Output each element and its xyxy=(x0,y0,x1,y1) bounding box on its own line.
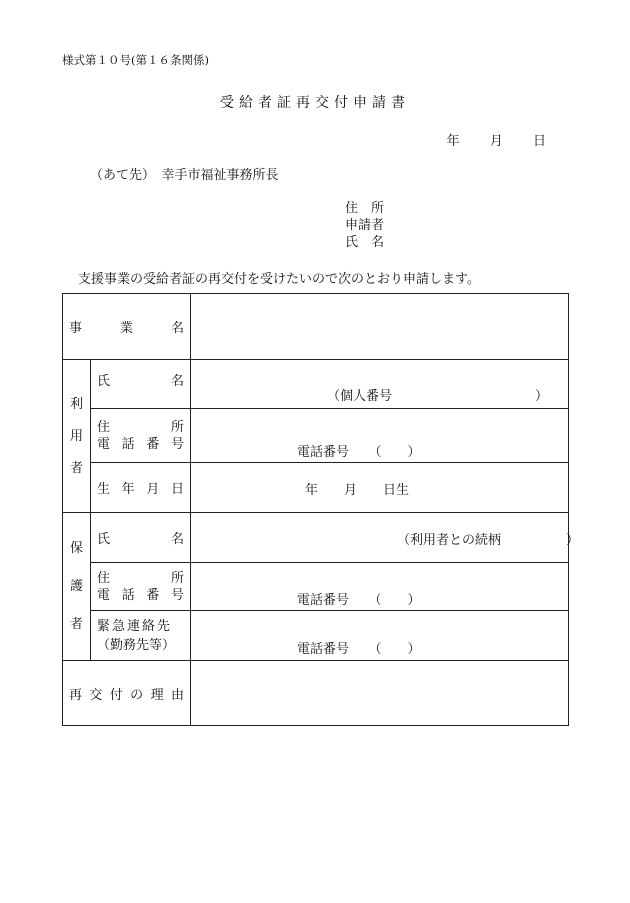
guardian-emergency-label: 緊急連絡先 （勤務先等） xyxy=(91,611,191,661)
reissue-reason-label: 再 交 付 の 理 由 xyxy=(63,661,191,726)
emergency-phone-text: 電話番号 （ ） xyxy=(297,642,421,657)
user-group-label: 利 用 者 xyxy=(63,360,91,513)
form-number: 様式第１０号(第１６条関係) xyxy=(62,53,209,67)
applicant-name-label: 氏 名 xyxy=(345,235,385,250)
user-address-field[interactable] xyxy=(191,409,569,463)
user-address-label: 住 所 電 話 番 号 xyxy=(91,409,191,463)
user-birth-label: 生 年 月 日 xyxy=(91,463,191,513)
user-name-field[interactable] xyxy=(191,360,569,409)
guardian-group-label: 保 護 者 xyxy=(63,513,91,661)
guardian-name-label: 氏 名 xyxy=(91,513,191,563)
applicant-address-label: 住 所 xyxy=(345,201,385,216)
application-table xyxy=(62,293,580,726)
relationship-text: （利用者との続柄 ） xyxy=(397,533,580,548)
date-year: 年 xyxy=(446,134,460,149)
birth-date-text: 年 月 日生 xyxy=(305,483,410,498)
guardian-name-field[interactable] xyxy=(191,513,580,563)
form-title: 受給者証再交付申請書 xyxy=(220,95,410,111)
business-name-label: 事 業 名 xyxy=(63,294,191,360)
user-name-label: 氏 名 xyxy=(91,360,191,409)
guardian-address-label: 住 所 電 話 番 号 xyxy=(91,563,191,611)
guardian-address-field[interactable] xyxy=(191,563,569,611)
guardian-phone-text: 電話番号 （ ） xyxy=(297,593,421,608)
addressee: （あて先） 幸手市福祉事務所長 xyxy=(90,168,279,183)
date-month: 月 xyxy=(489,134,503,149)
date-day: 日 xyxy=(532,134,546,149)
user-phone-text: 電話番号 （ ） xyxy=(297,445,421,460)
user-birth-field[interactable] xyxy=(191,463,569,513)
date-line xyxy=(421,130,546,149)
reissue-reason-field[interactable] xyxy=(191,661,569,726)
lead-text: 支援事業の受給者証の再交付を受けたいので次のとおり申請します。 xyxy=(78,272,480,287)
guardian-emergency-field[interactable] xyxy=(191,611,569,661)
business-name-field[interactable] xyxy=(191,294,569,360)
applicant-block xyxy=(345,200,384,251)
applicant-label: 申請者 xyxy=(345,218,385,233)
personal-number-text: （個人番号 ） xyxy=(327,389,549,404)
